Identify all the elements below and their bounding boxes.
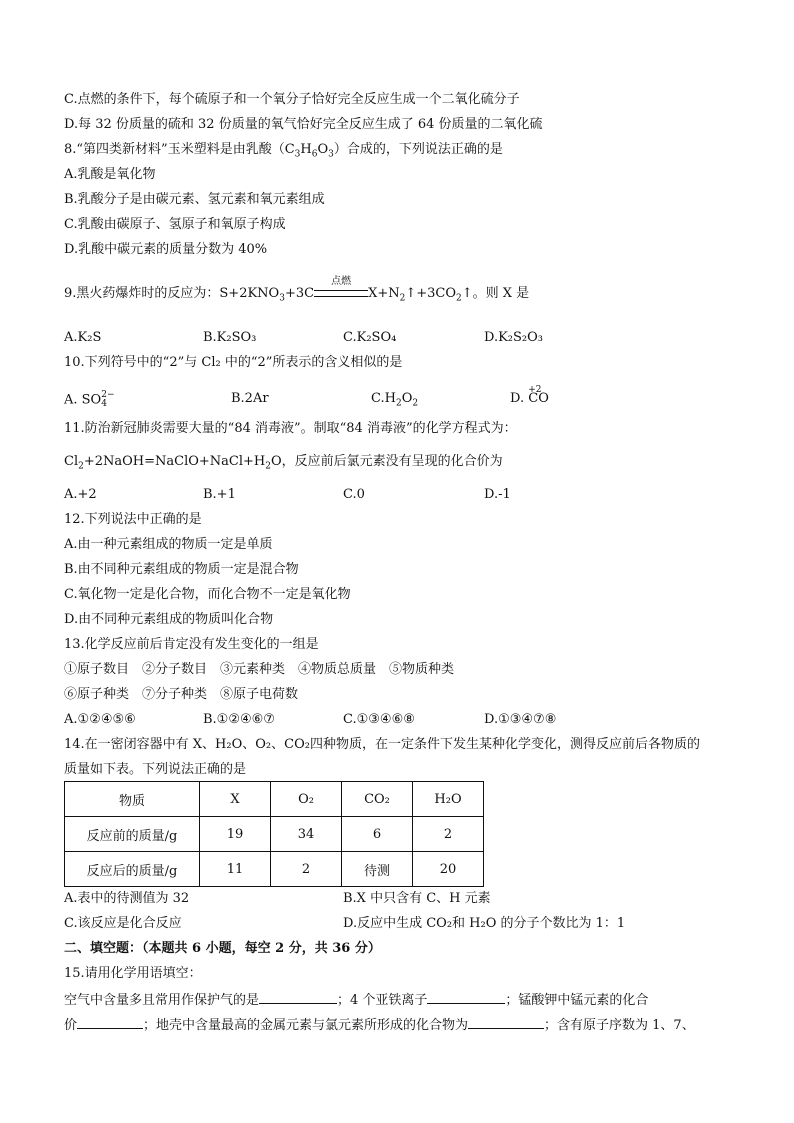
q8-option-d: D.乳酸中碳元素的质量分数为 40% — [64, 242, 268, 257]
option-text: C.H — [371, 391, 396, 406]
formula-h: H — [300, 142, 312, 157]
q7-option-c: C.点燃的条件下，每个硫原子和一个氧分子恰好完全反应生成一个二氧化硫分子 — [64, 92, 520, 107]
table-cell: 反应后的质量/g — [65, 852, 200, 887]
table-cell: 2 — [413, 817, 484, 852]
option-text: O — [401, 391, 413, 406]
q14-stem-line1: 14.在一密闭容器中有 X、H₂O、O₂、CO₂四种物质，在一定条件下发生某种化学变化，测得反应前后各物质的 — [64, 737, 700, 752]
q10-stem: 10.下列符号中的“2”与 Cl₂ 中的“2”所表示的含义相似的是 — [64, 355, 403, 370]
table-cell: 34 — [271, 817, 342, 852]
formula-sub: 2 — [412, 398, 419, 409]
q14-option-c: C.该反应是化合反应 — [64, 916, 182, 931]
q12-option-c: C.氧化物一定是化合物，而化合物不一定是氧化物 — [64, 587, 351, 602]
valence-sup: +2 — [528, 385, 542, 395]
formula-sub: 3 — [279, 293, 285, 304]
q14-option-b: B.X 中只含有 C、H 元素 — [343, 891, 491, 906]
q14-stem-line2: 质量如下表。下列说法正确的是 — [64, 762, 247, 777]
q10-option-d — [510, 385, 549, 407]
q9-text-d: ↑+3CO — [405, 286, 457, 301]
table-cell: 反应前的质量/g — [65, 817, 200, 852]
table-cell: 6 — [342, 817, 413, 852]
q8-stem-text-a: 8.“第四类新材料”玉米塑料是由乳酸（C — [64, 142, 295, 157]
q12-option-b: B.由不同种元素组成的物质一定是混合物 — [64, 562, 299, 577]
table-header-cell: H₂O — [413, 782, 484, 817]
q8-option-b: B.乳酸分子是由碳元素、氢元素和氧元素组成 — [64, 192, 325, 207]
q8-option-c: C.乳酸由碳原子、氢原子和氧原子构成 — [64, 217, 286, 232]
q13-option-a: A.①②④⑤⑥ — [64, 712, 136, 727]
q10-option-a — [64, 391, 115, 409]
q11-stem: 11.防治新冠肺炎需要大量的“84 消毒液”。制取“84 消毒液”的化学方程式为： — [64, 421, 517, 436]
table-header-cell: X — [200, 782, 271, 817]
option-text: D. — [510, 391, 529, 406]
table-header-cell: CO₂ — [342, 782, 413, 817]
q9-option-c: C.K₂SO₄ — [343, 330, 397, 345]
formula-sub: 2 — [456, 293, 462, 304]
formula-sub: 2 — [395, 398, 402, 409]
table-row — [65, 817, 484, 852]
q9-stem — [64, 276, 530, 307]
q13-option-d: D.①③④⑦⑧ — [484, 712, 557, 727]
q15-text: ；锰酸钾中锰元素的化合 — [505, 993, 649, 1008]
q8-option-a: A.乳酸是氧化物 — [64, 167, 156, 182]
q9-text-c: X+N — [368, 286, 400, 301]
q9-text-e: ↑。则 X 是 — [461, 286, 530, 301]
formula-sub: 6 — [311, 149, 318, 160]
q13-items-line2: ⑥原子种类 ⑦分子种类 ⑧原子电荷数 — [64, 687, 299, 702]
answer-blank[interactable] — [259, 991, 337, 1004]
formula-sub: 3 — [328, 149, 334, 160]
q12-option-a: A.由一种元素组成的物质一定是单质 — [64, 537, 273, 552]
q9-option-a: A.K₂S — [64, 330, 102, 345]
valence-symbol — [528, 385, 542, 407]
q11-option-a: A.+2 — [64, 487, 97, 502]
q14-option-a: A.表中的待测值为 32 — [64, 891, 190, 906]
q8-stem — [64, 142, 503, 163]
mass-table — [64, 781, 484, 887]
q9-option-b: B.K₂SO₃ — [203, 330, 257, 345]
table-header-cell: 物质 — [65, 782, 200, 817]
q8-stem-text-b: ）合成的，下列说法正确的是 — [333, 142, 503, 157]
q15-stem: 15.请用化学用语填空： — [64, 966, 202, 981]
q15-line1 — [64, 991, 648, 1009]
option-text: O — [538, 391, 549, 406]
q15-line2 — [64, 1016, 695, 1034]
option-text: A. SO — [64, 392, 102, 408]
q9-text-a: 9.黑火药爆炸时的反应为：S+2KNO — [64, 286, 280, 301]
q9-text-b: +3C — [284, 286, 315, 301]
q10-option-b: B.2Ar — [231, 391, 269, 406]
answer-blank[interactable] — [468, 1016, 544, 1029]
q13-items-line1: ①原子数目 ②分子数目 ③元素种类 ④物质总质量 ⑤物质种类 — [64, 662, 455, 677]
eq-text: O，反应前后氯元素没有呈现的化合价为 — [271, 454, 503, 469]
q12-stem: 12.下列说法中正确的是 — [64, 512, 202, 527]
q13-option-b: B.①②④⑥⑦ — [203, 712, 275, 727]
table-row — [65, 852, 484, 887]
q14-option-d: D.反应中生成 CO₂和 H₂O 的分子个数比为 1：1 — [343, 916, 626, 931]
reaction-condition: 点燃 — [331, 276, 352, 287]
q9-option-d: D.K₂S₂O₃ — [484, 330, 544, 345]
q15-text: 空气中含量多且常用作保护气的是 — [64, 993, 260, 1008]
table-header-cell: O₂ — [271, 782, 342, 817]
formula-sub: 3 — [294, 149, 301, 160]
q15-text: 价 — [64, 1018, 78, 1033]
formula-sub: 2 — [78, 461, 84, 472]
table-header-row — [65, 782, 484, 817]
table-cell: 待测 — [342, 852, 413, 887]
q15-text: ；4 个亚铁离子 — [337, 993, 428, 1008]
reaction-arrow — [314, 276, 368, 302]
q13-stem: 13.化学反应前后肯定没有发生变化的一组是 — [64, 637, 319, 652]
equals-sign — [314, 290, 368, 297]
q11-option-b: B.+1 — [203, 487, 236, 502]
q10-option-c — [371, 391, 418, 412]
charge-sup: 2− — [101, 390, 115, 400]
formula-sub: 2 — [265, 461, 271, 472]
q11-equation — [64, 454, 503, 475]
q12-option-d: D.由不同种元素组成的物质叫化合物 — [64, 612, 274, 627]
answer-blank[interactable] — [427, 991, 505, 1004]
q13-option-c: C.①③④⑥⑧ — [343, 712, 415, 727]
table-cell: 20 — [413, 852, 484, 887]
table-cell: 19 — [200, 817, 271, 852]
eq-text: Cl — [64, 454, 79, 469]
q15-text: ；含有原子序数为 1、7、 — [544, 1018, 695, 1033]
eq-text: +2NaOH=NaClO+NaCl+H — [83, 454, 266, 469]
q15-text: ；地壳中含量最高的金属元素与氯元素所形成的化合物为 — [143, 1018, 469, 1033]
formula-o: O — [317, 142, 329, 157]
formula-sub: 2 — [399, 293, 406, 304]
table-cell: 11 — [200, 852, 271, 887]
element-symbol: C — [528, 391, 539, 406]
table-cell: 2 — [271, 852, 342, 887]
formula-sub: 4 — [101, 399, 107, 409]
q11-option-d: D.-1 — [484, 487, 511, 502]
section-title: 二、填空题：（本题共 6 小题，每空 2 分，共 36 分） — [64, 941, 381, 956]
q7-option-d: D.每 32 份质量的硫和 32 份质量的氧气恰好完全反应生成了 64 份质量的二氧化硫 — [64, 117, 543, 132]
answer-blank[interactable] — [77, 1016, 143, 1029]
q11-option-c: C.0 — [343, 487, 365, 502]
